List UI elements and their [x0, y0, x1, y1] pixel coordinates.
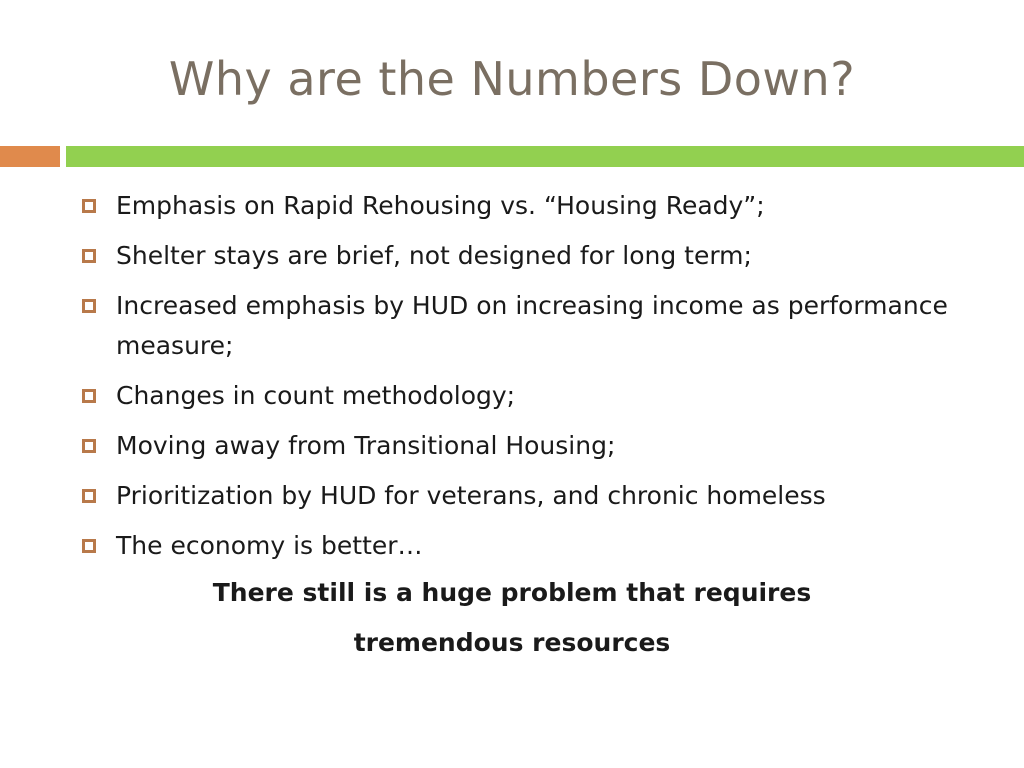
- closing-statement-line-2: tremendous resources: [353, 628, 671, 657]
- square-bullet-icon: [82, 439, 96, 453]
- bullet-text: Increased emphasis by HUD on increasing income as performance measure;: [116, 291, 948, 360]
- bullet-item: [78, 286, 978, 366]
- square-bullet-icon: [82, 539, 96, 553]
- bullet-item: [78, 426, 978, 466]
- square-bullet-icon: [82, 199, 96, 213]
- square-bullet-icon: [82, 389, 96, 403]
- closing-statement-line-1: There still is a huge problem that requires: [212, 578, 812, 607]
- bullet-text: Changes in count methodology;: [116, 381, 516, 410]
- bullet-item: [78, 186, 978, 226]
- bullet-item: [78, 376, 978, 416]
- bullet-list: [78, 186, 978, 576]
- bullet-text: The economy is better…: [116, 531, 423, 560]
- bullet-text: Emphasis on Rapid Rehousing vs. “Housing Ready”;: [116, 191, 765, 220]
- bullet-text: Shelter stays are brief, not designed for long term;: [116, 241, 752, 270]
- bullet-item: [78, 236, 978, 276]
- square-bullet-icon: [82, 489, 96, 503]
- bullet-item: [78, 476, 978, 516]
- slide-title: Why are the Numbers Down?: [168, 52, 856, 106]
- accent-bar-orange: [0, 146, 60, 167]
- accent-bar-green: [66, 146, 1024, 167]
- bullet-text: Moving away from Transitional Housing;: [116, 431, 616, 460]
- bullet-text: Prioritization by HUD for veterans, and chronic homeless: [116, 481, 826, 510]
- square-bullet-icon: [82, 249, 96, 263]
- bullet-item: [78, 526, 978, 566]
- square-bullet-icon: [82, 299, 96, 313]
